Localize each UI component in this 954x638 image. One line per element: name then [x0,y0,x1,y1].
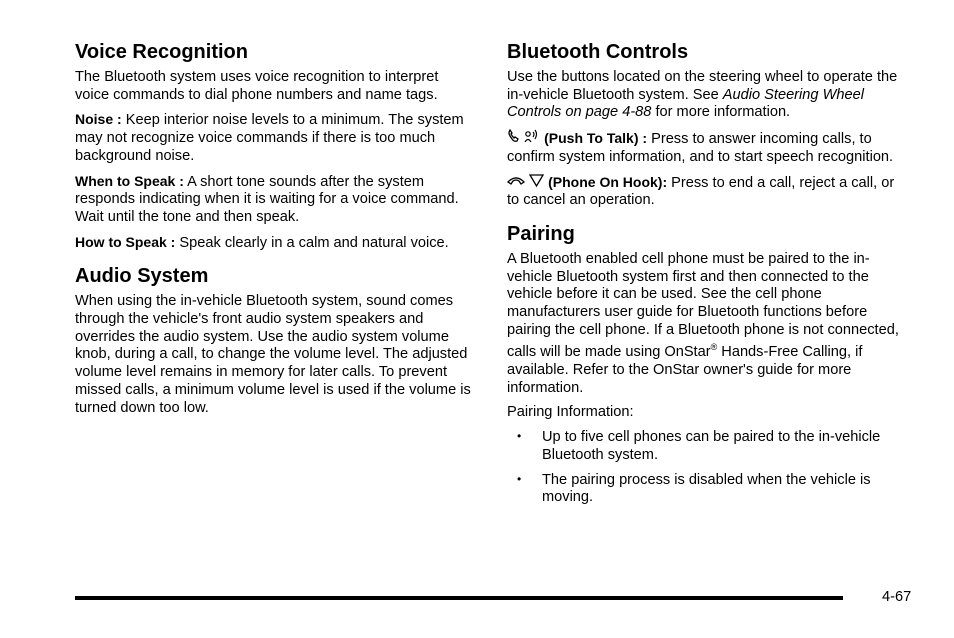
audio-body: When using the in-vehicle Bluetooth system, sound comes through the vehicle's front audio system speakers and overrides the audio system. Use the audio system volume knob, during a call, to change the volume level. The adjusted volume level remains in memory for later calls. To prevent missed calls, a minimum volume level is used if the volume is turned down too low. [75,293,471,416]
ptt-term: (Push To Talk) : [544,130,648,147]
bt-intro-reference: Audio Steering Wheel Controls on page 4-88 [507,86,864,121]
when-term: When to Speak : [75,172,184,189]
how-text: Speak clearly in a calm and natural voice. [175,234,449,251]
pairing-body-a: A Bluetooth enabled cell phone must be paired to the in-vehicle Bluetooth system first and then connected to the vehicle before it can be used. See the cell phone manufacturers user guide for Bluetooth functions before pairing the cell phone. If a Bluetooth phone is not connected, calls will be made using OnStar [507,250,899,361]
voice-recognition-heading: Voice Recognition [75,41,248,63]
pairing-body [507,251,902,397]
when-to-speak-paragraph [75,173,475,227]
pairing-bullet-list [507,429,902,507]
push-to-talk-paragraph [507,129,902,166]
right-column [507,40,902,514]
how-term: How to Speak : [75,233,176,250]
registered-mark: ® [710,342,718,353]
audio-system-heading: Audio System [75,265,209,288]
voice-icon [524,129,540,149]
noise-paragraph [75,111,475,165]
end-icon [529,174,544,193]
how-to-speak-paragraph [75,234,475,253]
pairing-heading: Pairing [507,222,575,245]
page-number: 4-67 [882,589,912,605]
bt-intro-text-b: for more information. [651,104,791,121]
list-item [507,429,902,464]
voice-intro: The Bluetooth system uses voice recognition to interpret voice commands to dial phone numbers and name tags. [75,69,439,103]
noise-term: Noise : [75,111,122,128]
when-text: A short tone sounds after the system responds indicating when it is waiting for a voice command. Wait until the tone and then speak. [75,173,459,225]
push-to-talk-icon [507,129,520,149]
bullet-text: The pairing process is disabled when the vehicle is moving. [542,471,871,506]
bullet-text: Up to five cell phones can be paired to the in-vehicle Bluetooth system. [542,429,881,463]
list-item [507,472,902,507]
bullet-dot: • [517,471,522,486]
hook-text: Press to end a call, reject a call, or to cancel an operation. [507,174,895,209]
pairing-info-label: Pairing Information: [507,404,634,421]
bluetooth-controls-heading: Bluetooth Controls [507,41,689,63]
left-column [75,40,475,424]
phone-on-hook-paragraph [507,174,902,210]
footer-rule [75,596,843,600]
phone-on-hook-icon [507,175,525,193]
hook-term: (Phone On Hook): [548,173,668,190]
bt-intro-text-a: Use the buttons located on the steering wheel to operate the in-vehicle Bluetooth system. See [507,69,898,103]
bt-intro [507,69,902,122]
ptt-text: Press to answer incoming calls, to confirm system information, and to start speech recognition. [507,131,894,165]
noise-text: Keep interior noise levels to a minimum. The system may not recognize voice commands if there is too much background noise. [75,112,464,164]
bullet-dot: • [517,429,522,444]
pairing-body-b: Hands-Free Calling, if available. Refer to the OnStar owner's guide for more information. [507,344,863,396]
